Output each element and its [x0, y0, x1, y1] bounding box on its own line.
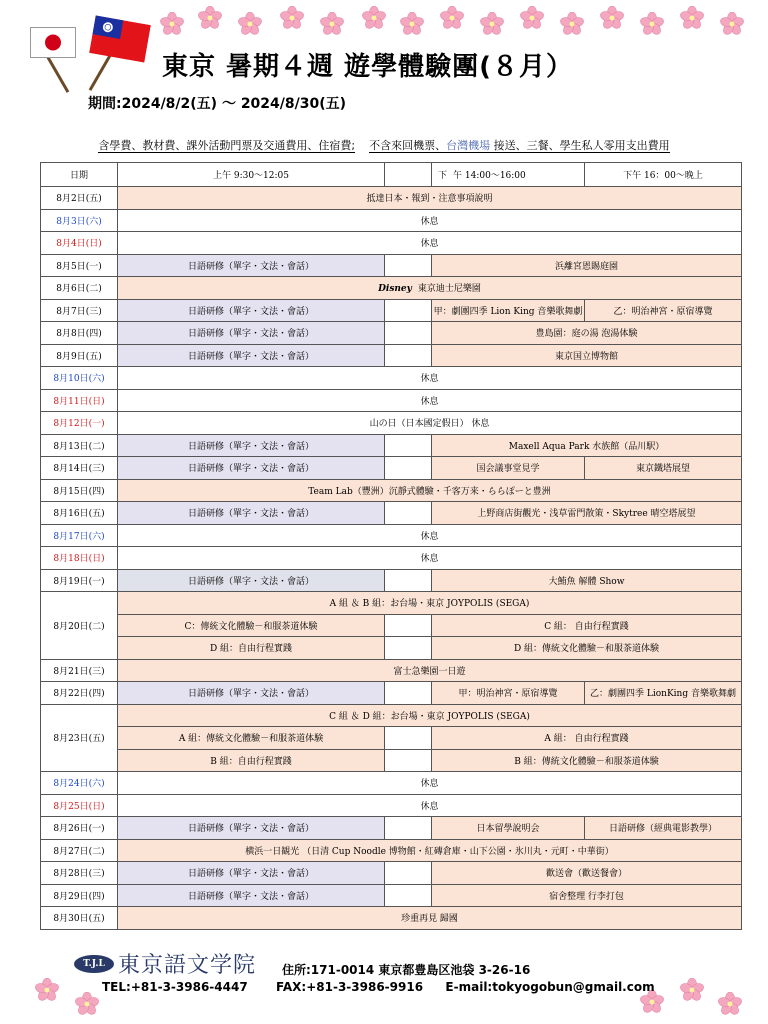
table-row: A 組：傳統文化體驗－和服茶道体験 A 組： 自由行程實踐	[41, 727, 742, 750]
program-period: 期間:2024/8/2(五) ～ 2024/8/30(五)	[88, 96, 347, 112]
table-row: 8月13日(二) 日語研修（單字・文法・會話） Maxell Aqua Park 水族館（品川駅）	[41, 434, 742, 457]
fees-note	[0, 137, 768, 153]
table-row: 8月8日(四) 日語研修（單字・文法・會話） 豊島園：庭の湯 泡湯体験	[41, 322, 742, 345]
cherry-blossom-icon	[720, 12, 744, 36]
contact-line	[102, 980, 655, 994]
table-row: 8月7日(三) 日語研修（單字・文法・會話） 甲：劇團四季 Lion King 音樂歌舞劇 乙：明治神宮・原宿導覽	[41, 299, 742, 322]
email-address: E-mail:tokyogobun@gmail.com	[445, 980, 655, 994]
school-logo	[74, 948, 256, 979]
table-row: 8月16日(五) 日語研修（單字・文法・會話） 上野商店街觀光・浅草雷門散策・Skytree 晴空塔展望	[41, 502, 742, 525]
table-row: 8月5日(一) 日語研修（單字・文法・會話） 浜離宮恩賜庭園	[41, 254, 742, 277]
cherry-blossom-icon	[198, 6, 222, 30]
school-address: 住所:171-0014 東京都豊島区池袋 3-26-16	[282, 963, 531, 977]
table-row: 8月22日(四) 日語研修（單字・文法・會話） 甲：明治神宮・原宿導覽 乙：劇團四季 LionKing 音樂歌舞劇	[41, 682, 742, 705]
cherry-blossom-icon	[362, 6, 386, 30]
table-row: 8月20日(二) A 組 ＆ B 組：お台場・東京 JOYPOLIS (SEGA)	[41, 592, 742, 615]
phone-number: TEL:+81-3-3986-4447	[102, 980, 248, 994]
table-row: 8月10日(六) 休息	[41, 367, 742, 390]
cherry-blossom-icon	[600, 6, 624, 30]
fees-excluded: 不含來回機票、台灣機場 接送、三餐、學生私人零用支出費用	[369, 139, 670, 152]
disney-logo-icon: Disney	[378, 284, 412, 295]
table-row: 8月27日(二) 横浜一日観光 （日清 Cup Noodle 博物館・紅磚倉庫・山下公園・氷川丸・元町・中華街）	[41, 839, 742, 862]
table-row: 8月9日(五) 日語研修（單字・文法・會話） 東京国立博物館	[41, 344, 742, 367]
cherry-blossom-icon	[560, 12, 584, 36]
cherry-blossom-icon	[680, 6, 704, 30]
school-name: 東京語文学院	[118, 953, 257, 978]
table-row: 8月23日(五) C 組 ＆ D 組：お台場・東京 JOYPOLIS (SEGA)	[41, 704, 742, 727]
page-title: 東京 暑期４週 遊學體驗團(８月）	[162, 52, 573, 82]
japan-flag-icon	[30, 27, 76, 58]
cherry-blossom-icon	[400, 12, 424, 36]
table-row: 8月6日(二) Disney 東京迪士尼樂園	[41, 277, 742, 300]
table-row: C：傳統文化體驗－和服茶道体験 C 組： 自由行程實踐	[41, 614, 742, 637]
table-row: 8月28日(三) 日語研修（單字・文法・會話） 歡送會（歡送餐會）	[41, 862, 742, 885]
fees-included: 含學費、教材費、課外活動門票及交通費用、住宿費;	[98, 139, 356, 152]
table-row: 8月11日(日) 休息	[41, 389, 742, 412]
cherry-blossom-icon	[520, 6, 544, 30]
cherry-blossom-icon	[75, 992, 99, 1016]
table-row: 8月18日(日) 休息	[41, 547, 742, 570]
table-row: B 組：自由行程實踐 B 組：傳統文化體驗－和服茶道体験	[41, 749, 742, 772]
cherry-blossom-icon	[160, 12, 184, 36]
col-date: 日期	[41, 163, 118, 187]
table-row: 8月3日(六) 休息	[41, 209, 742, 232]
cherry-blossom-icon	[320, 12, 344, 36]
cherry-blossom-icon	[718, 992, 742, 1016]
table-row: 8月12日(一) 山の日（日本國定假日） 休息	[41, 412, 742, 435]
schedule-table	[40, 162, 742, 930]
cherry-blossom-icon	[640, 12, 664, 36]
table-row: 8月24日(六) 休息	[41, 772, 742, 795]
cherry-blossom-icon	[680, 978, 704, 1002]
col-afternoon: 下 午 14:00～16:00	[432, 163, 585, 187]
cherry-blossom-icon	[238, 12, 262, 36]
col-morning: 上午 9:30～12:05	[118, 163, 385, 187]
cherry-blossom-icon	[440, 6, 464, 30]
cherry-blossom-icon	[280, 6, 304, 30]
table-row: 8月17日(六) 休息	[41, 524, 742, 547]
fax-number: FAX:+81-3-3986-9916	[276, 980, 424, 994]
table-row: 8月29日(四) 日語研修（單字・文法・會話） 宿舍整理 行李打包	[41, 884, 742, 907]
table-row: D 組：自由行程實踐 D 組：傳統文化體驗－和服茶道体験	[41, 637, 742, 660]
table-row: 8月4日(日) 休息	[41, 232, 742, 255]
col-evening: 下午 16：00～晚上	[585, 163, 742, 187]
table-row: 8月15日(四) Team Lab（豐洲）沉靜式體驗・千客万来・ららぽーと豊洲	[41, 479, 742, 502]
cherry-blossom-icon	[480, 12, 504, 36]
taiwan-flag-icon	[89, 15, 151, 62]
table-row: 8月14日(三) 日語研修（單字・文法・會話） 国会議事堂見学 東京鐵塔展望	[41, 457, 742, 480]
table-row: 8月30日(五) 珍重再見 歸國	[41, 907, 742, 930]
table-row: 8月21日(三) 富士急樂園一日遊	[41, 659, 742, 682]
table-row: 8月25日(日) 休息	[41, 794, 742, 817]
table-row: 8月19日(一) 日語研修（單字・文法・會話） 大鮪魚 解體 Show	[41, 569, 742, 592]
cherry-blossom-icon	[35, 978, 59, 1002]
table-header-row	[41, 163, 742, 187]
table-row: 8月26日(一) 日語研修（單字・文法・會話） 日本留學說明会 日語研修（經典電影教學）	[41, 817, 742, 840]
school-logo-badge: T.J.L	[74, 955, 114, 973]
table-row: 8月2日(五) 抵達日本・報到・注意事項說明	[41, 187, 742, 210]
